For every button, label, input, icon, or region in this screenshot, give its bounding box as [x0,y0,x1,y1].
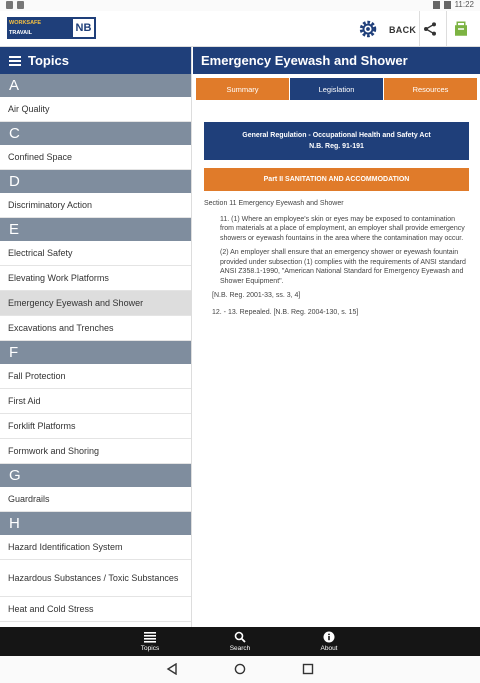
section-heading: Section 11 Emergency Eyewash and Shower [204,200,344,207]
regulation-title: General Regulation - Occupational Health and Safety Act [242,132,431,139]
back-nav-icon[interactable] [166,663,178,675]
logo-badge: NB [71,17,96,39]
topic-item[interactable]: Hazardous Substances / Toxic Substances [0,560,191,597]
topic-item[interactable]: Electrical Safety [0,241,191,266]
nav-topics[interactable] [105,627,195,656]
topic-item[interactable]: Guardrails [0,487,191,512]
nav-label: Search [229,645,251,652]
search-icon [234,631,246,643]
topic-item[interactable]: Fall Protection [0,364,191,389]
logo-text [7,17,71,46]
worksafe-logo [7,17,96,46]
topic-item[interactable]: Discriminatory Action [0,193,191,218]
notification-icon [17,1,24,9]
section-header-g: G [0,464,191,487]
topic-item[interactable]: First Aid [0,389,191,414]
topic-item[interactable]: Confined Space [0,145,191,170]
app-bar [0,11,480,47]
regulation-number: N.B. Reg. 91-191 [309,143,364,150]
section-header-c: C [0,122,191,145]
status-icons [433,0,474,9]
topic-item[interactable]: Forklift Platforms [0,414,191,439]
section-header-f: F [0,341,191,364]
list-icon [144,631,156,643]
menu-icon[interactable] [9,56,21,66]
logo-line1: WORKSAFE [9,20,42,26]
topic-item-selected[interactable]: Emergency Eyewash and Shower [0,291,191,316]
detail-panel [193,47,480,627]
notification-icons [6,1,24,9]
topic-item[interactable]: Elevating Work Platforms [0,266,191,291]
wifi-icon [433,1,440,9]
bottom-nav [0,627,480,656]
topics-title: Topics [28,53,69,68]
tab-legislation[interactable]: Legislation [290,78,384,100]
paragraph: 11. (1) Where an employee's skin or eyes may be exposed to contamination from materials at a place of employment, an employer shall provide emergency showers or eyewash fountains in the area where the contamination may occur. [220,215,465,242]
section-header-h: H [0,512,191,535]
status-bar [0,0,480,11]
cart-icon[interactable] [452,20,470,38]
system-nav-bar [0,656,480,683]
tab-summary[interactable]: Summary [196,78,290,100]
divider [419,11,420,47]
status-time: 11:22 [454,0,474,9]
nav-search[interactable] [195,627,285,656]
share-icon[interactable] [422,21,438,37]
notification-icon [6,1,13,9]
topic-item[interactable]: Air Quality [0,97,191,122]
nav-label: Topics [140,645,160,652]
citation: [N.B. Reg. 2001-33, ss. 3, 4] [212,292,301,299]
regulation-header [204,122,469,160]
gear-icon[interactable] [359,20,377,38]
back-button[interactable]: BACK [389,25,417,35]
topics-sidebar [0,47,192,627]
battery-icon [444,1,451,9]
section-header-d: D [0,170,191,193]
recents-nav-icon[interactable] [302,663,314,675]
tab-resources[interactable]: Resources [384,78,477,100]
topic-item[interactable]: Formwork and Shoring [0,439,191,464]
legislation-text [204,199,470,317]
logo-line2: TRAVAIL SÉCURITAIRE [9,30,46,46]
nav-about[interactable] [284,627,374,656]
home-nav-icon[interactable] [234,663,246,675]
section-header-e: E [0,218,191,241]
divider [446,11,447,47]
topic-item[interactable]: Heat and Cold Stress [0,597,191,622]
topic-item[interactable]: Excavations and Trenches [0,316,191,341]
page-title: Emergency Eyewash and Shower [193,47,480,74]
part-header: Part II SANITATION AND ACCOMMODATION [204,168,469,191]
section-header-a: A [0,74,191,97]
info-icon [323,631,335,643]
tab-bar [196,78,477,100]
repealed-note: 12. - 13. Repealed. [N.B. Reg. 2004-130, s. 15] [212,308,359,316]
topic-item[interactable]: Hazard Identification System [0,535,191,560]
topics-header [0,47,191,74]
paragraph: (2) An employer shall ensure that an emergency shower or eyewash fountain provided under subsection (1) complies with the requirements of ANSI standard ANSI Z358.1-1990, "American National Standard for Emergency Eyewash and Shower Equipment". [220,249,466,285]
nav-label: About [320,645,338,652]
